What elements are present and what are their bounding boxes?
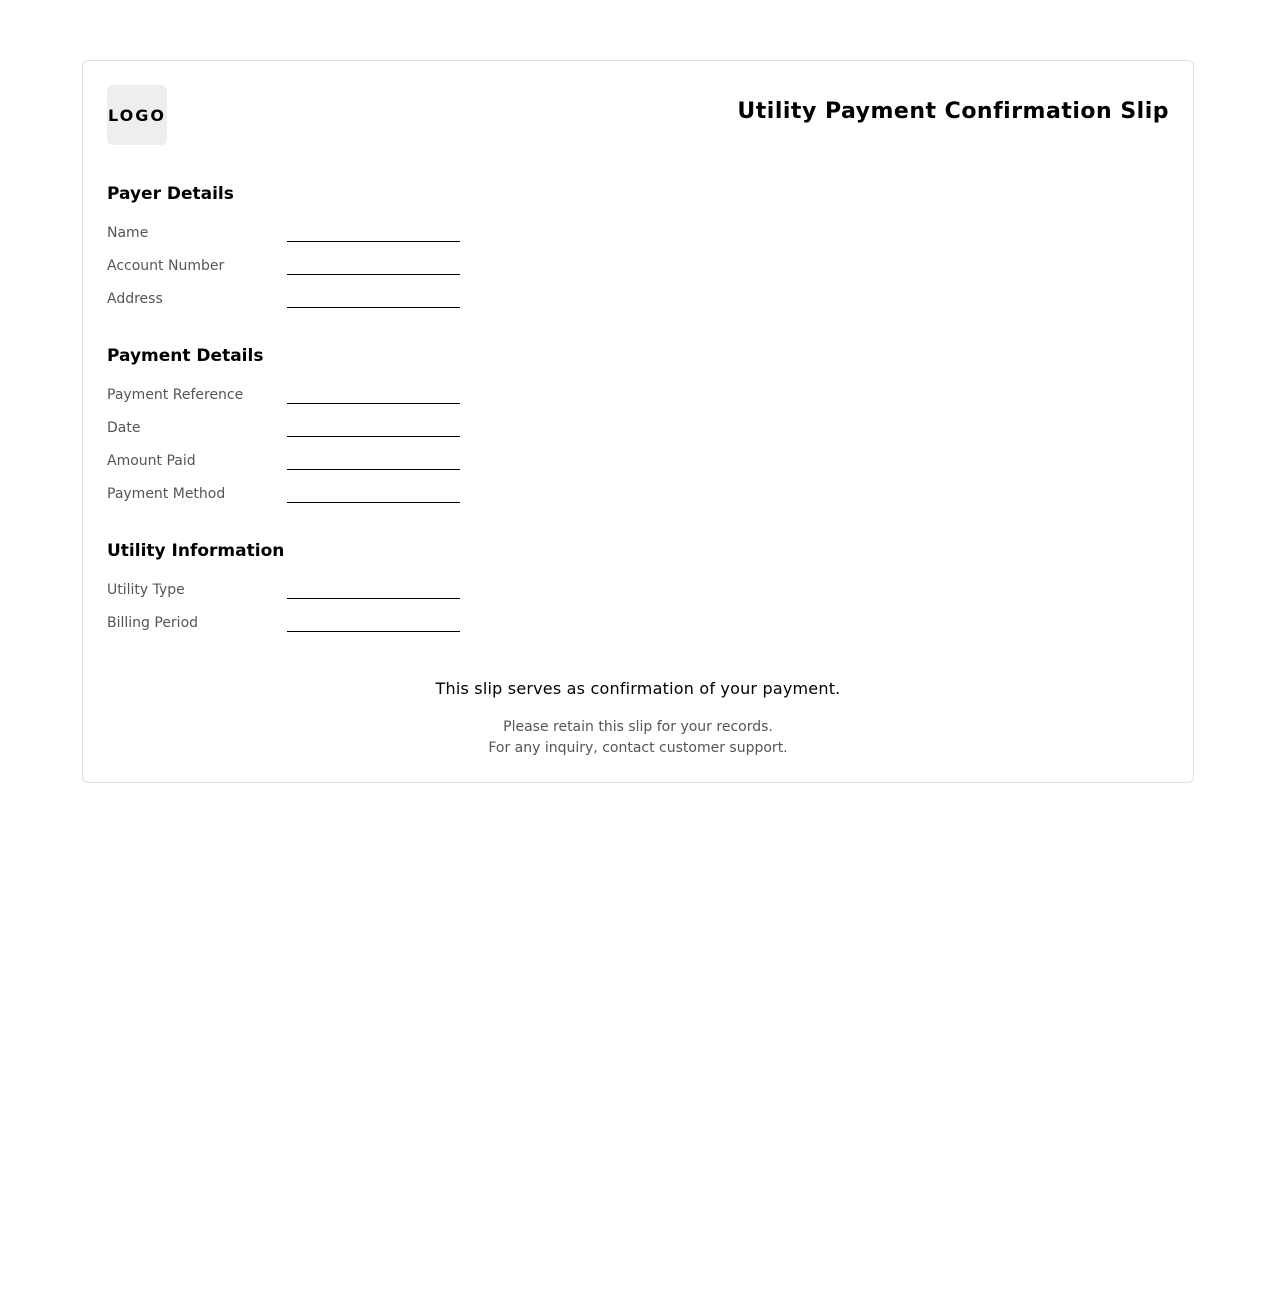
field-label: Payment Method	[107, 486, 226, 502]
section-heading: Payer Details	[107, 184, 234, 204]
payer-details-section	[107, 183, 234, 322]
payment-reference-blank-line	[287, 389, 460, 404]
field-label: Payment Reference	[107, 387, 244, 403]
account-number-blank-line	[287, 260, 460, 275]
amount-paid-blank-line	[287, 455, 460, 470]
address-blank-line	[287, 293, 460, 308]
field-date	[107, 418, 263, 451]
confirmation-statement: This slip serves as confirmation of your payment.	[435, 679, 841, 698]
field-billing-period	[107, 613, 284, 646]
section-heading: Payment Details	[107, 346, 264, 366]
confirmation-slip-card	[82, 60, 1194, 783]
field-utility-type	[107, 580, 284, 613]
field-label: Amount Paid	[107, 453, 196, 469]
support-note: For any inquiry, contact customer support.	[488, 740, 788, 756]
slip-header	[107, 85, 1169, 145]
slip-footer	[83, 677, 1193, 759]
billing-period-blank-line	[287, 617, 460, 632]
field-address	[107, 289, 234, 322]
field-account-number	[107, 256, 234, 289]
field-label: Billing Period	[107, 615, 199, 631]
logo-placeholder: LOGO	[107, 85, 167, 145]
field-label: Utility Type	[107, 582, 185, 598]
utility-type-blank-line	[287, 584, 460, 599]
field-label: Name	[107, 225, 149, 241]
field-label: Account Number	[107, 258, 225, 274]
payment-details-section	[107, 345, 263, 517]
section-heading: Utility Information	[107, 541, 285, 561]
field-label: Address	[107, 291, 163, 307]
page-title: Utility Payment Confirmation Slip	[737, 99, 1169, 124]
payment-method-blank-line	[287, 488, 460, 503]
field-label: Date	[107, 420, 141, 436]
field-amount-paid	[107, 451, 263, 484]
field-name	[107, 223, 234, 256]
utility-information-section	[107, 540, 284, 646]
retain-note: Please retain this slip for your records.	[503, 719, 773, 735]
field-payment-reference	[107, 385, 263, 418]
name-blank-line	[287, 227, 460, 242]
footer-note	[83, 717, 1193, 759]
field-payment-method	[107, 484, 263, 517]
date-blank-line	[287, 422, 460, 437]
